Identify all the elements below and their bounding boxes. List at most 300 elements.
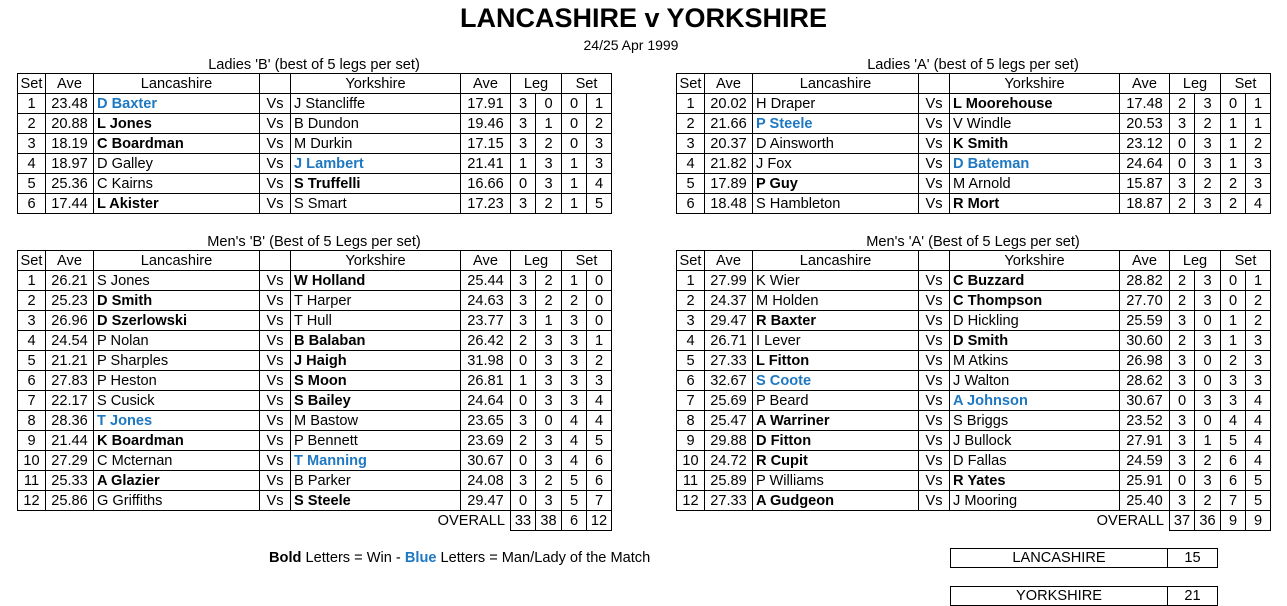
- yorkshire-legs: 3: [1195, 94, 1221, 114]
- vs-label: Vs: [260, 94, 291, 114]
- lancashire-player: G Griffiths: [94, 491, 260, 511]
- lancashire-header: Lancashire: [753, 251, 919, 271]
- set-score-right: 5: [1246, 471, 1271, 491]
- vs-label: Vs: [260, 391, 291, 411]
- mens-b-caption: Men's 'B' (Best of 5 Legs per set): [207, 234, 421, 250]
- set-number: 1: [677, 94, 705, 114]
- lancashire-legs: 3: [1170, 411, 1195, 431]
- match-row: [677, 134, 1271, 154]
- lancashire-player: K Boardman: [94, 431, 260, 451]
- ave-header: Ave: [1120, 74, 1170, 94]
- set-number: 5: [18, 351, 46, 371]
- set-score-right: 1: [1246, 114, 1271, 134]
- match-row: [18, 154, 612, 174]
- table-body: [677, 271, 1271, 531]
- set-number: 4: [18, 154, 46, 174]
- yorkshire-average: 24.08: [461, 471, 511, 491]
- yorkshire-legs: 3: [1195, 271, 1221, 291]
- vs-label: Vs: [919, 291, 950, 311]
- lancashire-average: 29.47: [705, 311, 753, 331]
- yorkshire-average: 23.12: [1120, 134, 1170, 154]
- mens-a-caption: Men's 'A' (Best of 5 Legs per set): [866, 234, 1080, 250]
- lancashire-average: 17.89: [705, 174, 753, 194]
- yorkshire-player: W Holland: [291, 271, 461, 291]
- set-score-left: 3: [562, 371, 587, 391]
- set-score-right: 1: [1246, 94, 1271, 114]
- leg-header: Leg: [1170, 251, 1221, 271]
- match-row: [18, 351, 612, 371]
- ave-header: Ave: [705, 251, 753, 271]
- set-number: 2: [18, 291, 46, 311]
- yorkshire-player: S Smart: [291, 194, 461, 214]
- lancashire-average: 18.97: [46, 154, 94, 174]
- yorkshire-player: L Moorehouse: [950, 94, 1120, 114]
- yorkshire-legs: 3: [536, 154, 562, 174]
- lancashire-player: P Nolan: [94, 331, 260, 351]
- vs-label: Vs: [260, 114, 291, 134]
- yorkshire-legs: 3: [1195, 134, 1221, 154]
- ave-header: Ave: [46, 251, 94, 271]
- yorkshire-player: B Parker: [291, 471, 461, 491]
- lancashire-legs: 3: [511, 411, 536, 431]
- yorkshire-average: 23.65: [461, 411, 511, 431]
- lancashire-average: 27.83: [46, 371, 94, 391]
- lancashire-legs: 1: [511, 154, 536, 174]
- yorkshire-player: B Balaban: [291, 331, 461, 351]
- set-score-right: 7: [587, 491, 612, 511]
- lancashire-player: A Glazier: [94, 471, 260, 491]
- lancashire-average: 25.47: [705, 411, 753, 431]
- set-score-right: 3: [1246, 371, 1271, 391]
- yorkshire-legs: 2: [1195, 491, 1221, 511]
- yorkshire-player: C Buzzard: [950, 271, 1120, 291]
- vs-label: Vs: [919, 471, 950, 491]
- lancashire-average: 28.36: [46, 411, 94, 431]
- lancashire-average: 24.72: [705, 451, 753, 471]
- set-score-right: 4: [1246, 411, 1271, 431]
- lancashire-legs: 3: [511, 311, 536, 331]
- ladies-a-results-table: [676, 73, 1271, 214]
- vs-label: Vs: [260, 451, 291, 471]
- yorkshire-player: D Hickling: [950, 311, 1120, 331]
- match-row: [18, 114, 612, 134]
- vs-label: Vs: [919, 311, 950, 331]
- match-row: [18, 94, 612, 114]
- overall-yorkshire-legs: 36: [1195, 511, 1221, 531]
- set-score-left: 3: [562, 331, 587, 351]
- vs-label: Vs: [260, 431, 291, 451]
- set-score-right: 1: [587, 94, 612, 114]
- set-score-header: Set: [562, 251, 612, 271]
- lancashire-average: 20.37: [705, 134, 753, 154]
- yorkshire-average: 31.98: [461, 351, 511, 371]
- page-title: LANCASHIRE v YORKSHIRE: [459, 3, 828, 33]
- lancashire-player: L Akister: [94, 194, 260, 214]
- set-score-right: 6: [587, 451, 612, 471]
- lancashire-legs: 0: [1170, 471, 1195, 491]
- set-number: 1: [677, 271, 705, 291]
- yorkshire-player: S Steele: [291, 491, 461, 511]
- lancashire-player: S Hambleton: [753, 194, 919, 214]
- set-score-right: 0: [587, 291, 612, 311]
- vs-label: Vs: [919, 154, 950, 174]
- yorkshire-player: J Walton: [950, 371, 1120, 391]
- set-score-left: 2: [562, 291, 587, 311]
- set-number: 6: [18, 194, 46, 214]
- set-number: 2: [677, 291, 705, 311]
- yorkshire-player: V Windle: [950, 114, 1120, 134]
- lancashire-player: T Jones: [94, 411, 260, 431]
- yorkshire-player: D Fallas: [950, 451, 1120, 471]
- lancashire-average: 32.67: [705, 371, 753, 391]
- ave-header: Ave: [1120, 251, 1170, 271]
- lancashire-legs: 3: [511, 114, 536, 134]
- set-score-right: 4: [587, 174, 612, 194]
- vs-header: [260, 251, 291, 271]
- set-number: 8: [18, 411, 46, 431]
- yorkshire-average: 23.69: [461, 431, 511, 451]
- header-row: [18, 251, 612, 271]
- set-header: Set: [677, 74, 705, 94]
- yorkshire-legs: 1: [536, 114, 562, 134]
- yorkshire-average: 24.63: [461, 291, 511, 311]
- header-row: [18, 74, 612, 94]
- ladies-b-caption: Ladies 'B' (best of 5 legs per set): [208, 57, 420, 73]
- set-number: 9: [18, 431, 46, 451]
- set-score-right: 0: [587, 271, 612, 291]
- set-score-right: 4: [1246, 451, 1271, 471]
- lancashire-legs: 3: [1170, 174, 1195, 194]
- set-header: Set: [18, 74, 46, 94]
- set-score-left: 1: [1221, 154, 1246, 174]
- lancashire-player: P Sharples: [94, 351, 260, 371]
- lancashire-legs: 0: [1170, 154, 1195, 174]
- set-number: 5: [677, 174, 705, 194]
- legend-blue-word: Blue: [404, 550, 437, 566]
- yorkshire-average: 23.77: [461, 311, 511, 331]
- vs-label: Vs: [260, 351, 291, 371]
- yorkshire-legs: 2: [536, 271, 562, 291]
- yorkshire-player: J Bullock: [950, 431, 1120, 451]
- yorkshire-legs: 1: [536, 311, 562, 331]
- overall-row: [677, 511, 1271, 531]
- match-row: [18, 391, 612, 411]
- yorkshire-player: J Stancliffe: [291, 94, 461, 114]
- match-row: [677, 451, 1271, 471]
- set-score-left: 7: [1221, 491, 1246, 511]
- set-score-right: 3: [587, 154, 612, 174]
- lancashire-legs: 2: [1170, 291, 1195, 311]
- yorkshire-average: 30.67: [461, 451, 511, 471]
- overall-set-score-left: 9: [1221, 511, 1246, 531]
- yorkshire-average: 25.44: [461, 271, 511, 291]
- set-number: 3: [677, 311, 705, 331]
- lancashire-average: 22.17: [46, 391, 94, 411]
- lancashire-legs: 0: [1170, 134, 1195, 154]
- set-number: 6: [677, 194, 705, 214]
- yorkshire-legs: 0: [1195, 351, 1221, 371]
- header-row: [677, 251, 1271, 271]
- lancashire-average: 20.02: [705, 94, 753, 114]
- set-score-left: 2: [1221, 194, 1246, 214]
- lancashire-average: 25.33: [46, 471, 94, 491]
- lancashire-legs: 3: [1170, 431, 1195, 451]
- yorkshire-header: Yorkshire: [950, 251, 1120, 271]
- yorkshire-average: 21.41: [461, 154, 511, 174]
- lancashire-legs: 3: [511, 194, 536, 214]
- yorkshire-average: 25.40: [1120, 491, 1170, 511]
- set-number: 8: [677, 411, 705, 431]
- vs-label: Vs: [260, 471, 291, 491]
- yorkshire-legs: 2: [1195, 114, 1221, 134]
- lancashire-legs: 3: [511, 291, 536, 311]
- yorkshire-average: 24.64: [1120, 154, 1170, 174]
- legend-bold-word: Bold: [269, 550, 302, 566]
- set-score-left: 1: [1221, 134, 1246, 154]
- leg-header: Leg: [1170, 74, 1221, 94]
- yorkshire-player: T Harper: [291, 291, 461, 311]
- lancashire-player: L Jones: [94, 114, 260, 134]
- yorkshire-legs: 3: [1195, 471, 1221, 491]
- vs-header: [919, 74, 950, 94]
- match-date: 24/25 Apr 1999: [583, 37, 679, 53]
- vs-header: [919, 251, 950, 271]
- set-score-right: 4: [1246, 431, 1271, 451]
- lancashire-legs: 0: [511, 451, 536, 471]
- yorkshire-average: 28.82: [1120, 271, 1170, 291]
- yorkshire-player: A Johnson: [950, 391, 1120, 411]
- lancashire-legs: 3: [511, 94, 536, 114]
- yorkshire-player: M Arnold: [950, 174, 1120, 194]
- match-row: [677, 431, 1271, 451]
- set-number: 5: [18, 174, 46, 194]
- match-row: [18, 271, 612, 291]
- lancashire-player: D Smith: [94, 291, 260, 311]
- set-score-header: Set: [562, 74, 612, 94]
- set-score-left: 3: [1221, 371, 1246, 391]
- lancashire-player: H Draper: [753, 94, 919, 114]
- match-row: [18, 411, 612, 431]
- set-score-right: 5: [587, 194, 612, 214]
- set-score-right: 2: [1246, 291, 1271, 311]
- yorkshire-header: Yorkshire: [291, 251, 461, 271]
- team-score: 15: [1184, 550, 1201, 566]
- set-score-left: 2: [1221, 351, 1246, 371]
- set-score-right: 4: [1246, 194, 1271, 214]
- set-score-right: 2: [1246, 134, 1271, 154]
- lancashire-legs: 2: [1170, 194, 1195, 214]
- set-score-left: 3: [562, 311, 587, 331]
- yorkshire-legs: 3: [1195, 194, 1221, 214]
- set-score-right: 2: [587, 114, 612, 134]
- leg-header: Leg: [511, 251, 562, 271]
- overall-label: OVERALL: [18, 511, 511, 531]
- set-score-left: 4: [562, 411, 587, 431]
- yorkshire-average: 28.62: [1120, 371, 1170, 391]
- set-score-left: 2: [1221, 174, 1246, 194]
- match-row: [677, 311, 1271, 331]
- vs-label: Vs: [260, 371, 291, 391]
- yorkshire-player: R Yates: [950, 471, 1120, 491]
- lancashire-player: P Williams: [753, 471, 919, 491]
- yorkshire-average: 18.87: [1120, 194, 1170, 214]
- yorkshire-average: 29.47: [461, 491, 511, 511]
- set-number: 9: [677, 431, 705, 451]
- yorkshire-player: M Durkin: [291, 134, 461, 154]
- ave-header: Ave: [461, 251, 511, 271]
- yorkshire-legs: 3: [536, 351, 562, 371]
- lancashire-player: D Ainsworth: [753, 134, 919, 154]
- set-score-left: 1: [1221, 311, 1246, 331]
- overall-lancashire-legs: 33: [511, 511, 536, 531]
- set-score-left: 5: [1221, 431, 1246, 451]
- set-number: 1: [18, 94, 46, 114]
- table-header: [677, 74, 1271, 94]
- set-score-left: 0: [562, 134, 587, 154]
- set-number: 7: [18, 391, 46, 411]
- yorkshire-average: 19.46: [461, 114, 511, 134]
- set-score-right: 3: [587, 371, 612, 391]
- set-score-right: 5: [587, 431, 612, 451]
- set-number: 3: [18, 134, 46, 154]
- lancashire-average: 24.37: [705, 291, 753, 311]
- yorkshire-player: J Haigh: [291, 351, 461, 371]
- overall-label: OVERALL: [677, 511, 1170, 531]
- vs-label: Vs: [919, 391, 950, 411]
- set-score-right: 6: [587, 471, 612, 491]
- ladies-a-caption: Ladies 'A' (best of 5 legs per set): [867, 57, 1079, 73]
- set-number: 3: [18, 311, 46, 331]
- yorkshire-average: 15.87: [1120, 174, 1170, 194]
- yorkshire-legs: 3: [536, 451, 562, 471]
- vs-label: Vs: [260, 154, 291, 174]
- lancashire-average: 29.88: [705, 431, 753, 451]
- match-row: [18, 491, 612, 511]
- set-score-header: Set: [1221, 251, 1271, 271]
- yorkshire-average: 17.91: [461, 94, 511, 114]
- yorkshire-legs: 2: [536, 291, 562, 311]
- lancashire-average: 21.21: [46, 351, 94, 371]
- lancashire-player: A Gudgeon: [753, 491, 919, 511]
- vs-label: Vs: [919, 271, 950, 291]
- lancashire-average: 26.71: [705, 331, 753, 351]
- set-score-left: 4: [562, 451, 587, 471]
- yorkshire-legs: 0: [536, 411, 562, 431]
- set-score-left: 1: [1221, 114, 1246, 134]
- table-body: [18, 94, 612, 214]
- match-row: [677, 371, 1271, 391]
- ladies-b-results-table: [17, 73, 612, 214]
- yorkshire-player: S Briggs: [950, 411, 1120, 431]
- yorkshire-legs: 3: [536, 491, 562, 511]
- mens-a-results-table: [676, 250, 1271, 531]
- yorkshire-average: 27.70: [1120, 291, 1170, 311]
- vs-label: Vs: [919, 174, 950, 194]
- yorkshire-legs: 1: [1195, 431, 1221, 451]
- set-number: 12: [677, 491, 705, 511]
- lancashire-player: K Wier: [753, 271, 919, 291]
- lancashire-legs: 0: [511, 351, 536, 371]
- set-score-left: 5: [562, 471, 587, 491]
- match-row: [18, 134, 612, 154]
- set-score-left: 0: [1221, 291, 1246, 311]
- lancashire-player: D Fitton: [753, 431, 919, 451]
- lancashire-header: Lancashire: [94, 74, 260, 94]
- match-row: [18, 194, 612, 214]
- vs-header: [260, 74, 291, 94]
- yorkshire-header: Yorkshire: [291, 74, 461, 94]
- yorkshire-player: C Thompson: [950, 291, 1120, 311]
- set-score-left: 1: [562, 194, 587, 214]
- lancashire-average: 23.48: [46, 94, 94, 114]
- lancashire-legs: 0: [1170, 391, 1195, 411]
- vs-label: Vs: [919, 94, 950, 114]
- lancashire-player: P Heston: [94, 371, 260, 391]
- team-name: YORKSHIRE: [951, 587, 1168, 605]
- set-number: 7: [677, 391, 705, 411]
- lancashire-player: C Mcternan: [94, 451, 260, 471]
- yorkshire-legs: 0: [1195, 371, 1221, 391]
- yorkshire-legs: 0: [1195, 311, 1221, 331]
- lancashire-player: A Warriner: [753, 411, 919, 431]
- yorkshire-legs: 3: [536, 174, 562, 194]
- yorkshire-player: B Dundon: [291, 114, 461, 134]
- lancashire-legs: 3: [1170, 351, 1195, 371]
- lancashire-average: 26.96: [46, 311, 94, 331]
- set-score-left: 1: [562, 154, 587, 174]
- vs-label: Vs: [919, 351, 950, 371]
- set-score-left: 5: [562, 491, 587, 511]
- match-row: [677, 391, 1271, 411]
- lancashire-average: 21.82: [705, 154, 753, 174]
- lancashire-player: R Cupit: [753, 451, 919, 471]
- lancashire-player: D Galley: [94, 154, 260, 174]
- set-number: 11: [18, 471, 46, 491]
- set-score-left: 3: [562, 391, 587, 411]
- table-body: [18, 271, 612, 531]
- set-number: 10: [677, 451, 705, 471]
- set-score-left: 4: [1221, 411, 1246, 431]
- set-number: 6: [677, 371, 705, 391]
- lancashire-legs: 3: [511, 471, 536, 491]
- set-number: 11: [677, 471, 705, 491]
- yorkshire-average: 25.91: [1120, 471, 1170, 491]
- yorkshire-legs: 0: [536, 94, 562, 114]
- yorkshire-player: K Smith: [950, 134, 1120, 154]
- lancashire-legs: 2: [1170, 331, 1195, 351]
- yorkshire-legs: 3: [1195, 331, 1221, 351]
- table-body: [677, 94, 1271, 214]
- lancashire-player: M Holden: [753, 291, 919, 311]
- set-score-header: Set: [1221, 74, 1271, 94]
- set-score-left: 6: [1221, 451, 1246, 471]
- vs-label: Vs: [260, 134, 291, 154]
- lancashire-legs: 3: [1170, 114, 1195, 134]
- set-score-left: 0: [1221, 271, 1246, 291]
- vs-label: Vs: [919, 431, 950, 451]
- yorkshire-average: 24.59: [1120, 451, 1170, 471]
- overall-set-score-left: 6: [562, 511, 587, 531]
- match-row: [677, 94, 1271, 114]
- yorkshire-legs: 2: [536, 194, 562, 214]
- lancashire-player: S Coote: [753, 371, 919, 391]
- team-name: LANCASHIRE: [951, 549, 1168, 567]
- match-row: [18, 371, 612, 391]
- set-score-right: 2: [1246, 311, 1271, 331]
- ave-header: Ave: [705, 74, 753, 94]
- set-score-right: 3: [1246, 154, 1271, 174]
- lancashire-legs: 0: [511, 391, 536, 411]
